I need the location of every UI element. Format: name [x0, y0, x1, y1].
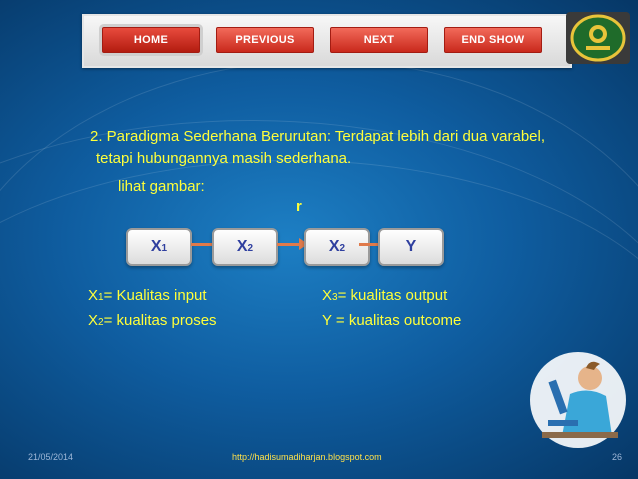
legend-text: = kualitas proses [103, 312, 217, 329]
legend-y: Y = kualitas outcome [322, 312, 462, 329]
paradigm-heading-continued: tetapi hubungannya masih sederhana. [96, 150, 352, 167]
variable-box-label: Y [405, 238, 417, 255]
legend-var: X [88, 312, 99, 329]
variable-box-label: X [236, 238, 248, 255]
variable-box-subscript: 2 [339, 243, 346, 254]
next-button[interactable]: NEXT [330, 27, 428, 53]
variable-box-x2 [212, 228, 278, 266]
previous-button[interactable]: PREVIOUS [216, 27, 314, 53]
arrow-icon [277, 243, 301, 246]
legend-x1 [88, 287, 207, 304]
paradigm-heading: 2. Paradigma Sederhana Berurutan: Terdapat lebih dari dua varabel, [90, 128, 546, 145]
footer-page-number: 26 [612, 452, 623, 462]
variable-box-label: X [150, 238, 162, 255]
legend-text: = Kualitas input [103, 287, 207, 304]
home-button[interactable]: HOME [102, 27, 200, 53]
variable-box-x3 [304, 228, 370, 266]
variable-box-y [378, 228, 444, 266]
university-emblem-icon [566, 12, 630, 64]
variable-box-label: X [328, 238, 340, 255]
legend-x3 [322, 287, 447, 304]
scientist-microscope-icon [528, 340, 628, 458]
variable-box-subscript: 1 [161, 243, 168, 254]
legend-x2 [88, 312, 217, 329]
legend-var: X [322, 287, 333, 304]
legend-sub: 3 [332, 292, 338, 303]
correlation-label: r [296, 198, 302, 215]
see-figure-label: lihat gambar: [118, 178, 205, 195]
legend-text: = kualitas output [337, 287, 448, 304]
footer-url[interactable]: http://hadisumadiharjan.blogspot.com [232, 452, 382, 462]
variable-box-subscript: 2 [247, 243, 254, 254]
end-show-button[interactable]: END SHOW [444, 27, 542, 53]
legend-var: X [88, 287, 99, 304]
footer-date: 21/05/2014 [28, 452, 74, 462]
navigation-bar [82, 14, 572, 68]
legend-sub: 2 [98, 317, 104, 328]
variable-box-x1 [126, 228, 192, 266]
legend-sub: 1 [98, 292, 104, 303]
